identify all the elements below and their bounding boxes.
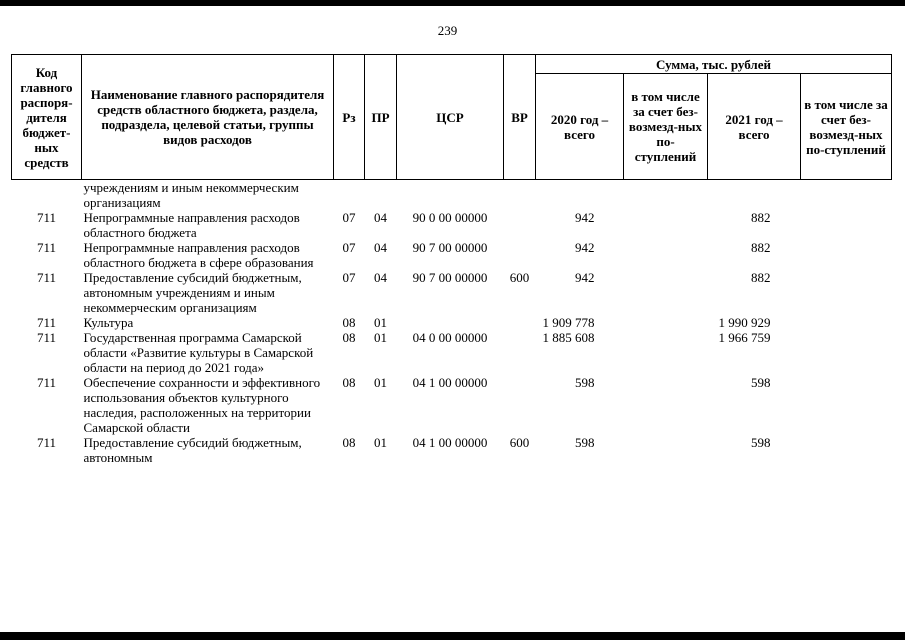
cell-pr: 04 bbox=[374, 240, 387, 255]
cell-name: Культура bbox=[83, 315, 134, 330]
cell-name: Предоставление субсидий бюджетным, автономным учреждениям и иным некоммерческим организациям bbox=[83, 270, 302, 315]
cell-code: 711 bbox=[36, 435, 57, 450]
cell-2021-free bbox=[801, 270, 892, 315]
cell-2021-total bbox=[708, 180, 801, 211]
cell-code: 711 bbox=[36, 315, 57, 330]
table-header bbox=[12, 55, 892, 180]
cell-csr: 90 7 00 00000 bbox=[412, 270, 488, 285]
cell-csr: 90 0 00 00000 bbox=[412, 210, 488, 225]
cell-rz: 08 bbox=[342, 330, 356, 345]
cell-name: Непрограммные направления расходов областного бюджета в сфере образования bbox=[83, 240, 314, 270]
bottom-border-bar bbox=[0, 632, 905, 640]
table-row bbox=[12, 375, 892, 435]
cell-rz: 08 bbox=[342, 375, 356, 390]
table-body bbox=[12, 180, 892, 466]
cell-2020-free bbox=[624, 180, 708, 211]
cell-2020-total: 1 885 608 bbox=[542, 330, 595, 345]
cell-2020-free bbox=[624, 330, 708, 375]
cell-vr bbox=[504, 180, 536, 211]
cell-2021-total: 1 990 929 bbox=[718, 315, 771, 330]
cell-2020-free bbox=[624, 435, 708, 465]
table-row bbox=[12, 435, 892, 465]
cell-csr bbox=[397, 180, 504, 211]
cell-2021-free bbox=[801, 315, 892, 330]
header-2020-total: 2020 год – всего bbox=[536, 74, 624, 180]
cell-name: Обеспечение сохранности и эффективного использования объектов культурного наследия, расположенных на территории Самарской области bbox=[83, 375, 321, 435]
cell-vr bbox=[504, 375, 536, 435]
cell-pr: 01 bbox=[374, 330, 387, 345]
cell-name: Непрограммные направления расходов областного бюджета bbox=[83, 210, 300, 240]
table-row bbox=[12, 240, 892, 270]
cell-2020-free bbox=[624, 270, 708, 315]
cell-2020-free bbox=[624, 210, 708, 240]
header-2021-free: в том числе за счет без-возмезд-ных по-ступлений bbox=[801, 74, 892, 180]
cell-2020-total: 942 bbox=[575, 270, 595, 285]
table-row bbox=[12, 315, 892, 330]
table-row bbox=[12, 330, 892, 375]
header-rz: Рз bbox=[334, 55, 365, 180]
cell-rz: 08 bbox=[342, 435, 356, 450]
cell-code: 711 bbox=[36, 240, 57, 255]
cell-2021-free bbox=[801, 180, 892, 211]
cell-2021-total: 882 bbox=[751, 270, 771, 285]
cell-code: 711 bbox=[36, 210, 57, 225]
cell-code bbox=[12, 180, 82, 211]
cell-pr: 04 bbox=[374, 270, 387, 285]
header-2021-total: 2021 год – всего bbox=[708, 74, 801, 180]
cell-pr bbox=[365, 180, 397, 211]
cell-rz: 07 bbox=[342, 270, 356, 285]
cell-2021-total: 598 bbox=[751, 375, 771, 390]
header-code: Код главного распоря-дителя бюджет-ных средств bbox=[12, 55, 82, 180]
cell-2021-free bbox=[801, 375, 892, 435]
cell-2020-total: 942 bbox=[575, 210, 595, 225]
header-name: Наименование главного распорядителя средств областного бюджета, раздела, подраздела, целевой статьи, группы видов расходов bbox=[82, 55, 334, 180]
cell-2021-total: 882 bbox=[751, 210, 771, 225]
cell-pr: 04 bbox=[374, 210, 387, 225]
cell-csr: 04 0 00 00000 bbox=[412, 330, 488, 345]
cell-2021-total: 882 bbox=[751, 240, 771, 255]
cell-vr bbox=[504, 330, 536, 375]
cell-vr: 600 bbox=[509, 435, 530, 450]
cell-rz: 07 bbox=[342, 210, 356, 225]
cell-vr: 600 bbox=[509, 270, 530, 285]
cell-pr: 01 bbox=[374, 375, 387, 390]
cell-name: Государственная программа Самарской области «Развитие культуры в Самарской области на период до 2021 года» bbox=[83, 330, 314, 375]
cell-2020-total: 598 bbox=[575, 375, 595, 390]
cell-name: учреждениям и иным некоммерческим организациям bbox=[83, 180, 299, 210]
cell-2021-free bbox=[801, 330, 892, 375]
cell-2020-free bbox=[624, 240, 708, 270]
cell-2020-free bbox=[624, 375, 708, 435]
cell-vr bbox=[504, 240, 536, 270]
budget-table bbox=[11, 54, 892, 465]
header-sum: Сумма, тыс. рублей bbox=[536, 55, 892, 74]
header-csr: ЦСР bbox=[397, 55, 504, 180]
cell-csr: 90 7 00 00000 bbox=[412, 240, 488, 255]
cell-vr bbox=[504, 315, 536, 330]
cell-2020-total: 598 bbox=[575, 435, 595, 450]
cell-2021-total: 598 bbox=[751, 435, 771, 450]
cell-2020-free bbox=[624, 315, 708, 330]
table-row bbox=[12, 210, 892, 240]
cell-2021-free bbox=[801, 210, 892, 240]
table-row bbox=[12, 180, 892, 211]
cell-vr bbox=[504, 210, 536, 240]
cell-csr: 04 1 00 00000 bbox=[412, 375, 488, 390]
cell-csr bbox=[397, 315, 504, 330]
cell-2020-total bbox=[536, 180, 624, 211]
header-vr: ВР bbox=[504, 55, 536, 180]
top-border-bar bbox=[0, 0, 905, 6]
cell-code: 711 bbox=[36, 375, 57, 390]
cell-2021-free bbox=[801, 240, 892, 270]
cell-name: Предоставление субсидий бюджетным, автономным bbox=[83, 435, 302, 465]
cell-pr: 01 bbox=[374, 435, 387, 450]
cell-rz: 08 bbox=[342, 315, 356, 330]
table-row bbox=[12, 270, 892, 315]
cell-2021-total: 1 966 759 bbox=[718, 330, 771, 345]
cell-rz: 07 bbox=[342, 240, 356, 255]
cell-2020-total: 1 909 778 bbox=[542, 315, 595, 330]
cell-2021-free bbox=[801, 435, 892, 465]
cell-code: 711 bbox=[36, 330, 57, 345]
cell-code: 711 bbox=[36, 270, 57, 285]
header-2020-free: в том числе за счет без-возмезд-ных по-ступлений bbox=[624, 74, 708, 180]
header-pr: ПР bbox=[365, 55, 397, 180]
cell-pr: 01 bbox=[374, 315, 387, 330]
cell-rz bbox=[334, 180, 365, 211]
cell-2020-total: 942 bbox=[575, 240, 595, 255]
cell-csr: 04 1 00 00000 bbox=[412, 435, 488, 450]
page-number: 239 bbox=[437, 23, 458, 38]
